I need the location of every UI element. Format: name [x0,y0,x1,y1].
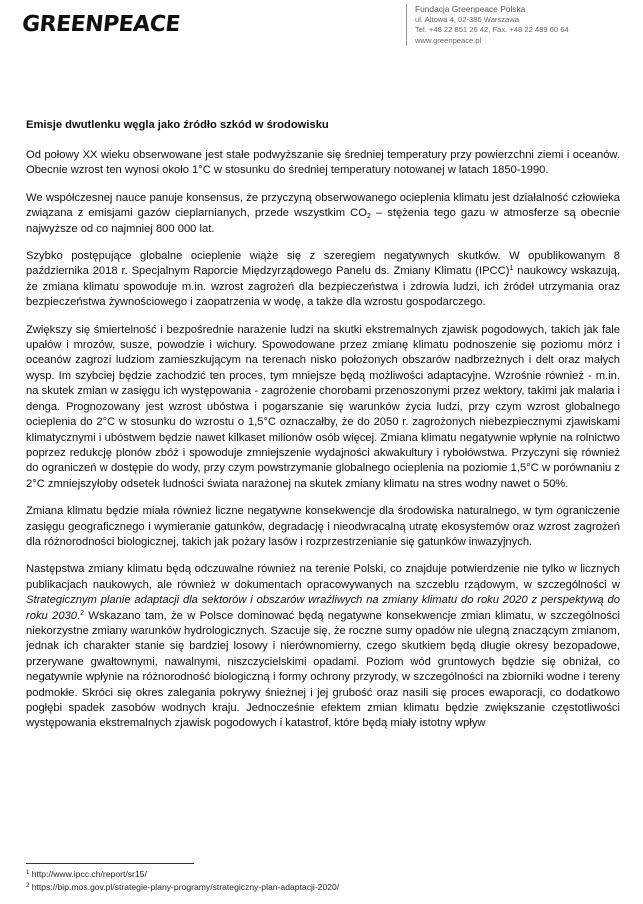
org-name: Fundacja Greenpeace Polska [415,4,526,14]
paragraph-6 [26,562,620,731]
footnote-ref-1: 1 [509,265,514,273]
footnote-2 [26,881,339,894]
paragraph-3-text-a: Szybko postępujące globalne ocieplenie wiąże się z szeregiem negatywnych skutków. W opublikowanym 8 października 2018 r. Specjalnym Raporcie Międzyrządowego Panelu ds. Zmiany Klimatu (IPCC) [26,250,620,278]
footnote-1-link[interactable]: http://www.ipcc.ch/report/sr15/ [29,869,147,879]
footnote-2-link[interactable]: https://bip.mos.gov.pl/strategie-plany-programy/strategiczny-plan-adaptacji-2020/ [29,881,340,892]
co2-subscript: 2 [366,213,371,221]
org-website: www.greenpeace.pl [415,35,482,45]
paragraph-6-dot: . [77,609,81,622]
footnotes [26,868,339,893]
paragraph-2-text-a: We współczesnej nauce panuje konsensus, że przyczyną obserwowanego ocieplenia klimatu jest działalność człowieka związana z emisjami gazów cieplarnianych, przede wszystkim CO [26,191,620,220]
greenpeace-logo: GREENPEACE [20,12,182,37]
paragraph-4: Zwiększy się śmiertelność i bezpośrednie narażenie ludzi na skutki ekstremalnych zjawisk pogodowych, takich jak fale upałów i mrozów, susze, powodzie i wichury. Spowodowane przez zmianę klimatu podnoszenie się poziomu mórz i oceanów zagrozi ludziom zamieszkującym na terenach nisko położonych obszarów nadbrzeżnych i delt oraz małych wysp. Im szybciej będzie zachodzić ten proces, tym mniejsze będą możliwości adaptacyjne. Wzrośnie również - m.in. na skutek zmian w zasięgu ich występowania - zagrożenie chorobami przenoszonymi przez wektory, takimi jak malaria i denga. Prognozowany jest wzrost ubóstwa i pogarszanie się warunków życia ludzi, przy czym wzrost globalnego ocieplenia do 2°C w stosunku do wzrostu o 1,5°C oznaczałby, że do 2050 r. zagrożonych niebezpiecznymi zjawiskami klimatycznymi i ubóstwem będzie nawet kilkaset milionów osób więcej. Zmiana klimatu negatywnie wpłynie na rolnictwo poprzez redukcję plonów zbóż i spowoduje zmniejszenie wydajności akwakultury i rybołówstwa. Przyczyni się również do ograniczeń w dostępie do wody, przy czym powstrzymanie globalnego ocieplenia na poziomie 1,5°C w porównaniu z 2°C zmniejszyłoby odsetek ludności świata narażonej na skutek zmiany klimatu na stres wodny nawet o 50%. [26,323,620,490]
paragraph-1: Od połowy XX wieku obserwowane jest stałe podwyższanie się średniej temperatury przy powierzchni ziemi i oceanów. Obecnie wzrost ten wynosi około 1°C w stosunku do średniej temperatury notowanej w latach 1850-1990. [26,149,620,177]
paragraph-6-text-b: Wskazano tam, że w Polsce dominować będą negatywne konsekwencje zmian klimatu, w szczególności niekorzystne zmiany warunków hydrologicznych. Szacuje się, że roczne sumy opadów nie ulegną znaczącym zmianom, jednak ich charakter stanie się bardziej losowy i nierównomierny, czego skutkiem będą długie okresy bezopadowe, przerywane gwałtownymi, nawalnymi, niszczycielskimi opadami. Poziom wód gruntowych będzie się obniżał, co negatywnie wpłynie na różnorodność biologiczną i formy ochrony przyrody, w szczególności na zbiorniki wodne i tereny podmokłe. Skróci się okres zalegania pokrywy śnieżnej i jej grubość oraz nasili się proces ewaporacji, co dodatkowo pogłębi spadek zasobów wodnych kraju. Jednocześnie efektem zmian klimatu będzie zwiększanie częstotliwości występowania ekstremalnych zjawisk pogodowych i katastrof, które będą miały istotny wpływ [26,609,621,730]
paragraph-2 [26,191,620,237]
document-body [26,148,620,732]
footnote-ref-2: 2 [80,609,85,617]
paragraph-6-text-a: Następstwa zmiany klimatu będą odczuwalne również na terenie Polski, co znajduje potwierdzenie nie tylko w licznych publikacjach naukowych, ale również w dokumentach opracowywanych na szczeblu rządowym, w szczególności w [26,563,620,591]
paragraph-3 [26,249,620,311]
paragraph-2-text-b: – stężenia tego gazu w atmosferze są obecnie najwyższe od co najmniej 800 000 lat. [26,207,620,235]
strategic-plan-title: Strategicznym planie adaptacji dla sektorów i obszarów wrażliwych na zmiany klimatu do roku 2020 z perspektywą do roku 2030 [26,594,620,622]
footnote-2-number: 2 [26,882,30,889]
org-address: ul. Altowa 4, 02-386 Warszawa [415,14,519,24]
header-contact-block [406,4,569,46]
footnote-divider [26,863,194,864]
document-title: Emisje dwutlenku węgla jako źródło szkód w środowisku [26,119,329,131]
footnote-1 [26,868,339,881]
footnote-1-number: 1 [26,870,30,876]
org-phone-fax: Tel. +48 22 851 26 42, Fax. +48 22 489 60 64 [415,25,569,34]
paragraph-5: Zmiana klimatu będzie miała również liczne negatywne konsekwencje dla środowiska naturalnego, w tym ograniczenie zasięgu geograficznego i wymieranie gatunków, degradację i nieodwracalną utratę ekosystemów oraz wzrost zagrożeń dla różnorodności biologicznej, takich jak pożary lasów i rozprzestrzenianie się gatunków inwazyjnych. [26,505,620,548]
paragraph-3-text-b: naukowcy wskazują, że zmiana klimatu spowoduje m.in. wzrost zagrożeń dla bezpieczeństwa i zdrowia ludzi, ich źródeł utrzymania oraz bezpieczeństwa żywnościowego i zaopatrzenia w wodę, a także dla wzrostu gospodarczego. [26,265,620,309]
